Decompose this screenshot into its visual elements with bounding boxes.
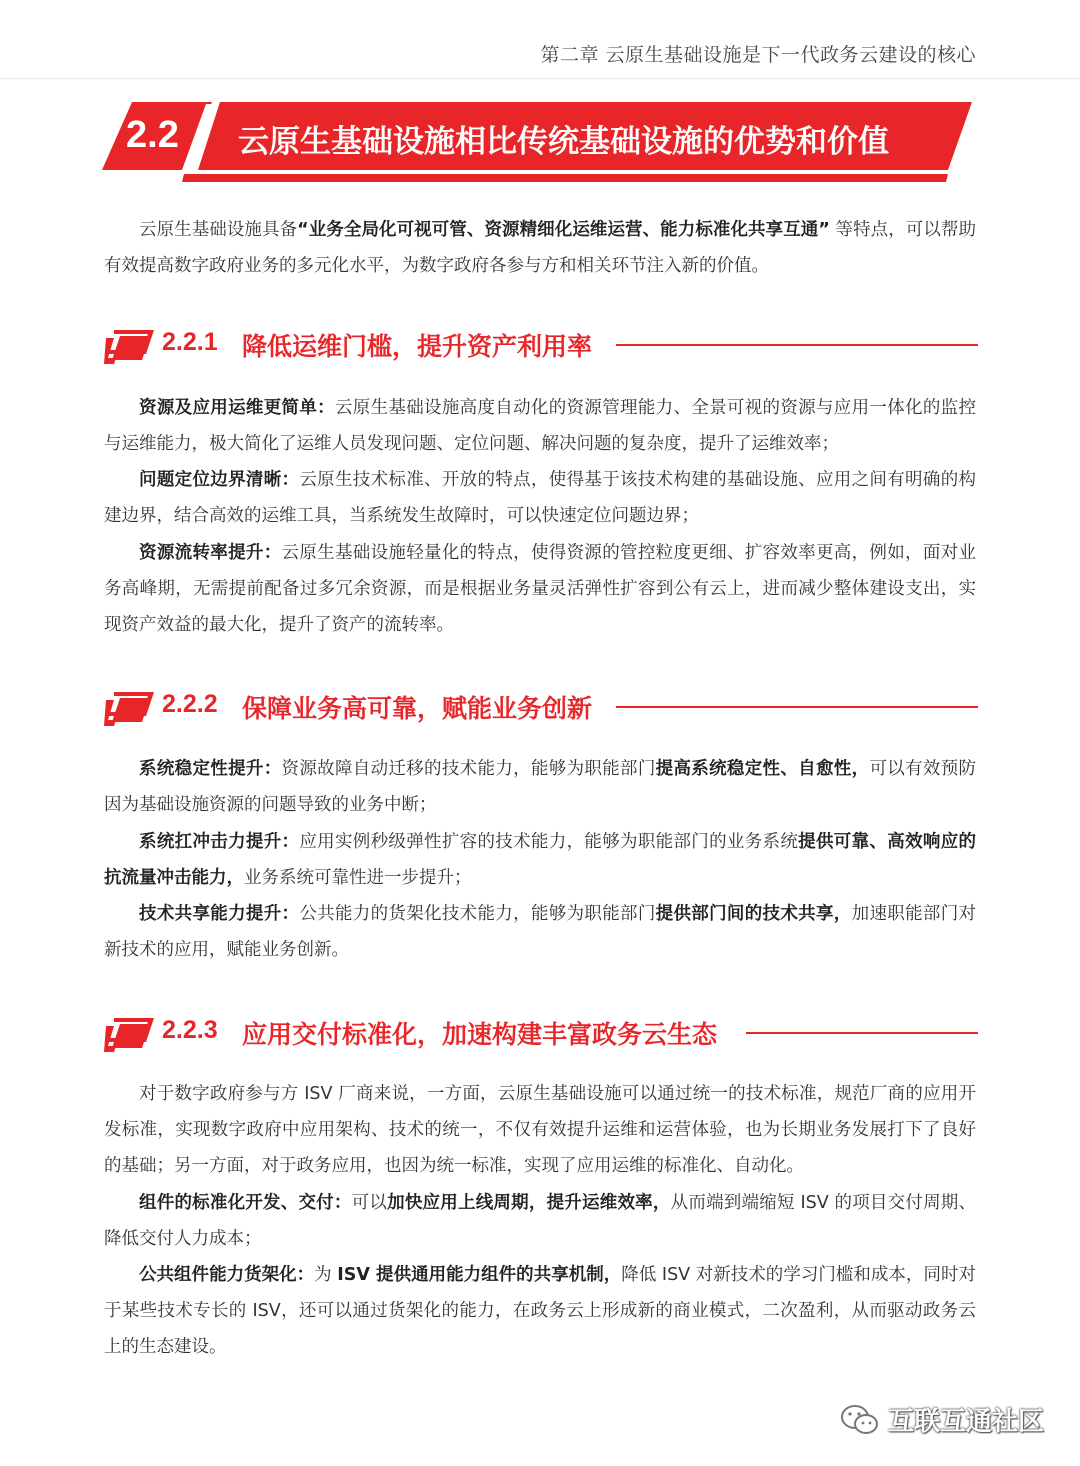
section-banner [100,100,980,186]
subsection-heading-2-2-1 [104,326,978,366]
body-text: 云原生基础设施轻量化的特点，使得资源的管控粒度更细、扩容效率更高，例如，面对业务高峰期，无需提前配备过多冗余资源，而是根据业务量灵活弹性扩容到公有云上，进而减少整体建设支出，实现资产效益的最大化，提升了资产的流转率。 [104,543,977,635]
section-marker-icon [104,690,156,726]
body-text: 对于数字政府参与方 ISV 厂商来说，一方面，云原生基础设施可以通过统一的技术标准，规范厂商的应用开发标准，实现数字政府中应用架构、技术的统一，不仅有效提升运维和运营体验，也为长期业务发展打下了良好的基础；另一方面，对于政务应用，也因为统一标准，实现了应用运维的标准化、自动化。 [104,1084,976,1176]
body-text: 云原生技术标准、开放的特点，使得基于该技术构建的基础设施、应用之间有明确的构建边界，结合高效的运维工具，当系统发生故障时，可以快速定位问题边界； [104,470,977,526]
body-text: 云原生基础设施高度自动化的资源管理能力、全景可视的资源与应用一体化的监控与运维能力，极大简化了运维人员发现问题、定位问题、解决问题的复杂度，提升了运维效率； [104,398,976,454]
paragraph-impact-resistance [104,824,976,896]
subsection-number: 2.2.3 [162,1016,218,1044]
paragraph-stability [104,751,976,823]
heading-rule [616,706,978,708]
body-text-tail: 可以有效预防因为基础设施资源的问题导致的业务中断； [104,759,977,815]
lead-term: 资源及应用运维更简单： [139,398,335,418]
intro-text: 云原生基础设施具备 [139,220,298,240]
watermark [840,1401,1044,1438]
body-text: 为 [314,1265,338,1285]
section-marker-icon [104,1016,156,1052]
emphasis-text: 加快应用上线周期，提升运维效率， [387,1193,671,1213]
intro-paragraph [104,212,976,284]
subsection-title: 保障业务高可靠，赋能业务创新 [242,694,593,723]
paragraph-resource-turnover [104,535,976,643]
body-text-tail: 加速职能部门对新技术的应用，赋能业务创新。 [104,904,977,960]
subsection-heading-2-2-3 [104,1014,978,1054]
header-rule [0,78,1080,79]
paragraph-isv-standard [104,1076,976,1184]
emphasis-text: 提供可靠、高效响应的抗流量冲击能力， [104,832,977,888]
lead-term: 问题定位边界清晰： [139,470,300,490]
body-text-tail: 从而端到端缩短 ISV 的项目交付周期、降低交付人力成本； [104,1193,977,1249]
emphasis-text: ISV 提供通用能力组件的共享机制， [337,1265,622,1285]
lead-term: 技术共享能力提升： [139,904,300,924]
body-text: 资源故障自动迁移的技术能力，能够为职能部门 [281,759,656,779]
heading-rule [616,344,978,346]
subsection-number: 2.2.2 [162,690,218,718]
paragraph-boundary-clear [104,462,976,534]
paragraph-tech-sharing [104,896,976,968]
body-text: 公共能力的货架化技术能力，能够为职能部门 [299,904,656,924]
wechat-icon [840,1403,880,1437]
lead-term: 公共组件能力货架化： [139,1265,315,1285]
lead-term: 系统扛冲击力提升： [139,832,300,852]
subsection-number: 2.2.1 [162,328,218,356]
intro-emphasis: “业务全局化可视可管、资源精细化运维运营、能力标准化共享互通” [297,220,830,240]
watermark-text: 互联互通社区 [887,1407,1044,1437]
lead-term: 系统稳定性提升： [139,759,282,779]
section-marker-icon [104,328,156,364]
body-text-tail: 业务系统可靠性进一步提升； [244,868,472,888]
emphasis-text: 提供部门间的技术共享， [655,904,852,924]
subsection-heading-2-2-2 [104,688,978,728]
subsection-title: 应用交付标准化，加速构建丰富政务云生态 [242,1020,718,1049]
paragraph-shelf-components [104,1257,976,1365]
emphasis-text: 提高系统稳定性、自愈性， [655,759,870,779]
body-text-tail: 降低 ISV 对新技术的学习门槛和成本，同时对于某些技术专长的 ISV，还可以通过货架化的能力，在政务云上形成新的商业模式，二次盈利，从而驱动政务云上的生态建设。 [104,1265,976,1357]
body-text: 可以 [351,1193,388,1213]
intro-text-tail: 等特点，可以帮助有效提高数字政府业务的多元化水平，为数字政府各参与方和相关环节注入新的价值。 [104,220,976,276]
subsection-title: 降低运维门槛，提升资产利用率 [242,332,593,361]
running-header: 第二章 云原生基础设施是下一代政务云建设的核心 [540,44,976,66]
section-number: 2.2 [126,114,179,156]
body-text: 应用实例秒级弹性扩容的技术能力，能够为职能部门的业务系统 [299,832,799,852]
paragraph-ops-simpler [104,390,976,462]
lead-term: 组件的标准化开发、交付： [139,1193,352,1213]
heading-rule [746,1032,978,1034]
lead-term: 资源流转率提升： [139,543,282,563]
section-title: 云原生基础设施相比传统基础设施的优势和价值 [238,124,889,160]
paragraph-component-standard [104,1185,976,1257]
